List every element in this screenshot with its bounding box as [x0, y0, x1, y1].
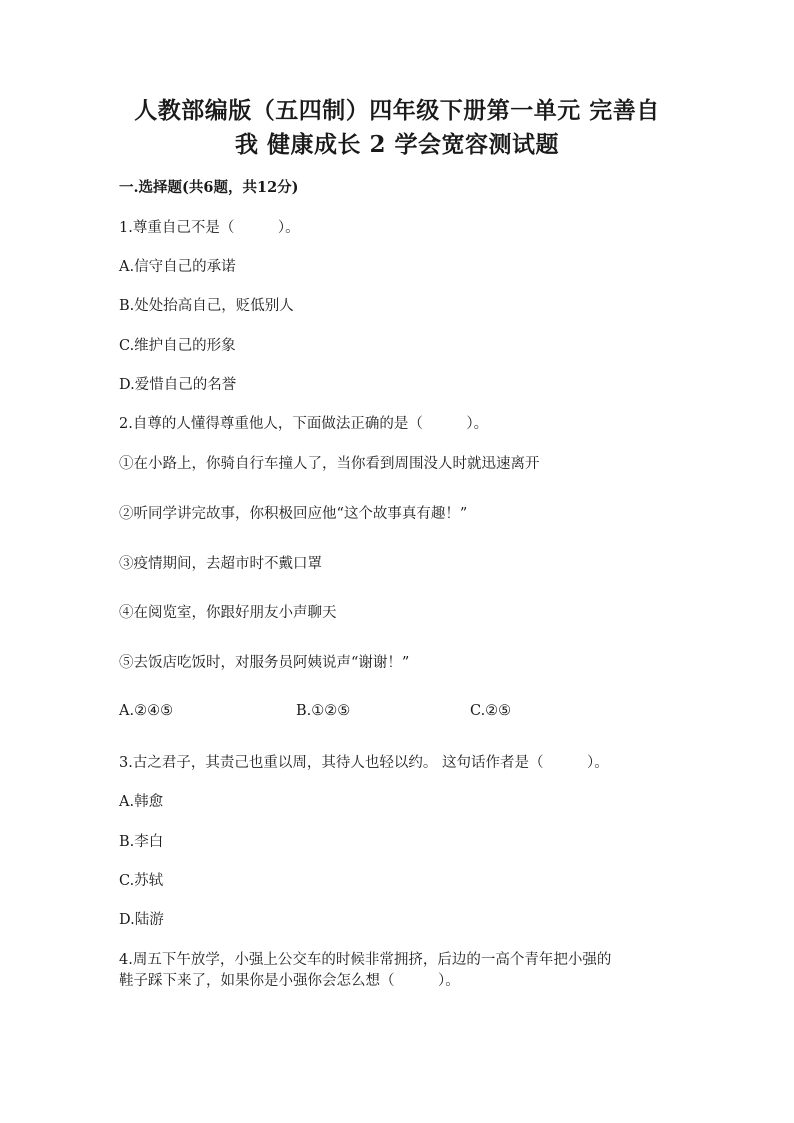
question-1-option-d: D.爱惜自己的名誉 — [119, 377, 237, 393]
question-2-item-1: ①在小路上，你骑自行车撞人了，当你看到周围没人时就迅速离开 — [119, 456, 540, 472]
question-2-item-4: ④在阅览室，你跟好朋友小声聊天 — [119, 605, 337, 621]
title-line-2: 我 健康成长 2 学会宽容测试题 — [234, 131, 560, 158]
question-2-stem: 2.自尊的人懂得尊重他人，下面做法正确的是（ ）。 — [119, 416, 489, 432]
question-3-option-c: C.苏轼 — [119, 873, 164, 889]
question-3-stem: 3.古之君子，其责己也重以周，其待人也轻以约。 这句话作者是（ ）。 — [119, 755, 609, 771]
question-2-option-c: C.②⑤ — [470, 703, 512, 719]
question-2-item-2: ②听同学讲完故事，你积极回应他“这个故事真有趣！” — [119, 506, 468, 522]
question-1-option-a: A.信守自己的承诺 — [119, 259, 236, 275]
question-3-option-a: A.韩愈 — [119, 794, 164, 810]
question-2-item-3: ③疫情期间，去超市时不戴口罩 — [119, 556, 322, 572]
section-heading: 一.选择题(共6题，共12分) — [119, 179, 299, 196]
question-2-item-5: ⑤去饭店吃饭时，对服务员阿姨说声“谢谢！” — [119, 655, 410, 671]
question-2-option-b: B.①②⑤ — [296, 703, 351, 719]
question-3-option-b: B.李白 — [119, 834, 164, 850]
question-4-stem-line-2: 鞋子踩下来了，如果你是小强你会怎么想（ ）。 — [119, 973, 460, 989]
title-line-1: 人教部编版（五四制）四年级下册第一单元 完善自 — [134, 97, 660, 124]
question-1-option-c: C.维护自己的形象 — [119, 338, 236, 354]
question-2-option-a: A.②④⑤ — [119, 703, 174, 719]
question-1-stem: 1.尊重自己不是（ ）。 — [119, 220, 300, 236]
document-title — [110, 94, 684, 162]
question-1-option-b: B.处处抬高自己，贬低别人 — [119, 298, 294, 314]
question-2-options — [119, 703, 679, 723]
question-4-stem-line-1: 4.周五下午放学，小强上公交车的时候非常拥挤，后边的一高个青年把小强的 — [119, 952, 612, 968]
question-3-option-d: D.陆游 — [119, 912, 164, 928]
